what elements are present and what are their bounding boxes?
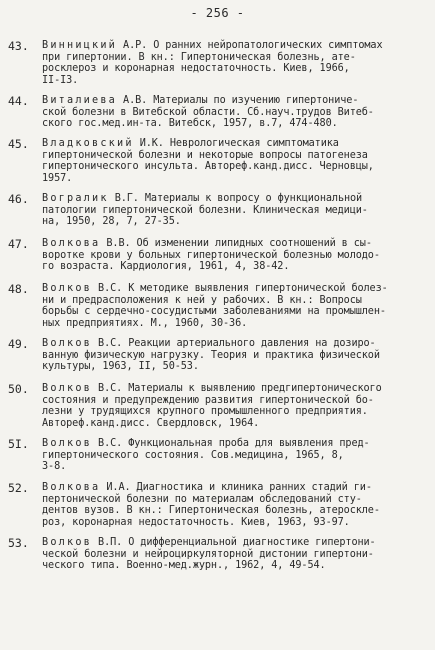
entry-number: 48. <box>8 282 29 296</box>
entry-number: 45. <box>8 137 29 151</box>
entry-line: борьбы с сердечно-сосудистыми заболеваниями на промышлен- <box>42 306 386 317</box>
entry-line: воротке крови у больных гипертонической болезнью молодо- <box>42 249 380 261</box>
entry-author: Волкова <box>42 482 101 493</box>
entry-text <box>42 40 424 86</box>
entry-author: Вогралик <box>42 193 109 204</box>
entry-line <box>42 438 424 450</box>
entry-author: Волков <box>42 537 93 548</box>
entry-line: 3-8. <box>42 461 67 472</box>
entry-text <box>42 283 424 329</box>
entry-line: пертонической болезни по материалам обследований сту- <box>42 493 362 505</box>
entry-author: Волков <box>42 338 93 349</box>
entry-number: 43. <box>8 39 29 53</box>
entry-number: 53. <box>8 536 29 550</box>
entry-author: Владковский <box>42 138 134 149</box>
entry-line-text: В.В. Об изменении липидных соотношений в сы- <box>100 238 372 249</box>
entry-author: Волков <box>42 283 93 294</box>
page-number: - 256 - <box>190 6 245 20</box>
entry-line: ской болезни в Витебской области. Сб.науч.трудов Витеб- <box>42 106 374 118</box>
entry-line: гипертонического инсульта. Автореф.канд.дисс. Черновцы, <box>42 161 374 172</box>
entry-line: роз, коронарная недостаточность. Киев, 1963, 93-97. <box>42 516 350 528</box>
entry-text <box>42 138 424 184</box>
entry-line-text: В.С. Реакции артериального давления на дозиро- <box>92 338 376 349</box>
entry-number: 49. <box>8 337 29 351</box>
entry-line <box>42 537 424 549</box>
entry-line: гипертонического состояния. Сов.медицина, 1965, 8, <box>42 449 344 461</box>
entry-author: Волков <box>42 383 93 394</box>
entry-text <box>42 193 424 228</box>
entry-line-text: В.С. Материалы к выявлению предгипертонического <box>92 383 382 394</box>
entry-line-text: А.Р. О ранних нейропатологических симптомах <box>117 40 383 51</box>
entry-line <box>42 193 424 205</box>
entry-line-text: И.А. Диагностика и клиника ранних стадий ги- <box>100 482 372 493</box>
entry-line: 1957. <box>42 172 73 184</box>
entry-author: Винницкий <box>42 40 118 51</box>
entry-line: Автореф.канд.дисс. Свердловск, 1964. <box>42 417 260 429</box>
entry-line: при гипертонии. В кн.: Гипертоническая болезнь, ате- <box>42 51 356 63</box>
entry-line-text: В.С. К методике выявления гипертонической болез- <box>92 283 388 294</box>
entry-line-text: А.В. Материалы по изучению гипертониче- <box>117 95 359 106</box>
entry-text <box>42 537 424 572</box>
entry-number: 5I. <box>8 437 29 451</box>
entry-line: ных предприятиях. М., 1960, 30-36. <box>42 317 248 329</box>
entry-text <box>42 438 424 473</box>
entry-number: 50. <box>8 382 29 396</box>
entry-line <box>42 138 424 150</box>
entry-line: ческой болезни и нейроциркуляторной дистонии гипертони- <box>42 548 374 560</box>
entry-line: патологии гипертонической болезни. Клиническая медици- <box>42 204 368 216</box>
entry-line <box>42 40 424 52</box>
entry-text <box>42 383 424 429</box>
entry-line-text: В.С. Функциональная проба для выявления пред- <box>92 438 370 449</box>
entry-line: гипертонической болезни и некоторые вопросы патогенеза <box>42 149 368 161</box>
entry-line <box>42 283 424 295</box>
entry-line: росклероз и коронарная недостаточность. Киев, 1966, <box>42 63 350 74</box>
entry-line-text: В.П. О дифференциальной диагностике гипертони- <box>92 537 376 548</box>
entry-text <box>42 95 424 130</box>
entry-line: II-I3. <box>42 74 79 86</box>
entry-line <box>42 338 424 350</box>
entry-author: Волков <box>42 438 93 449</box>
entry-text <box>42 338 424 373</box>
entry-number: 46. <box>8 192 29 206</box>
entry-text <box>42 238 424 273</box>
entry-author: Виталиева <box>42 95 118 106</box>
entry-line <box>42 95 424 107</box>
entry-line <box>42 482 424 494</box>
entry-line-text: И.К. Неврологическая симптоматика <box>133 138 339 149</box>
entry-line: ского гос.мед.ин-та. Витебск, 1957, в.7, 474-480. <box>42 118 338 129</box>
entry-author: Волкова <box>42 238 101 249</box>
entry-line: го возраста. Кардиология, 1961, 4, 38-42. <box>42 261 290 272</box>
entry-line: ни и предрасположения к ней у рабочих. В кн.: Вопросы <box>42 294 362 306</box>
entry-line: ванную физическую нагрузку. Теория и практика физической <box>42 349 380 361</box>
entry-line: ческого типа. Военно-мед.журн., 1962, 4, 49-54. <box>42 560 326 571</box>
entry-line: дентов вузов. В кн.: Гипертоническая болезнь, атероскле- <box>42 505 380 516</box>
entry-line: на, 1950, 28, 7, 27-35. <box>42 216 181 227</box>
entry-line: лезни у трудящихся крупного промышленного предприятия. <box>42 406 368 417</box>
entry-line <box>42 238 424 250</box>
entry-line <box>42 383 424 395</box>
entry-line: состояния и предупреждению развития гипертонической бо- <box>42 394 374 406</box>
entry-number: 52. <box>8 481 29 495</box>
entry-line: культуры, 1963, II, 50-53. <box>42 361 199 372</box>
entry-text <box>42 482 424 528</box>
entry-line-text: В.Г. Материалы к вопросу о функциональной <box>108 193 363 204</box>
entry-number: 44. <box>8 94 29 108</box>
entry-number: 47. <box>8 237 29 251</box>
